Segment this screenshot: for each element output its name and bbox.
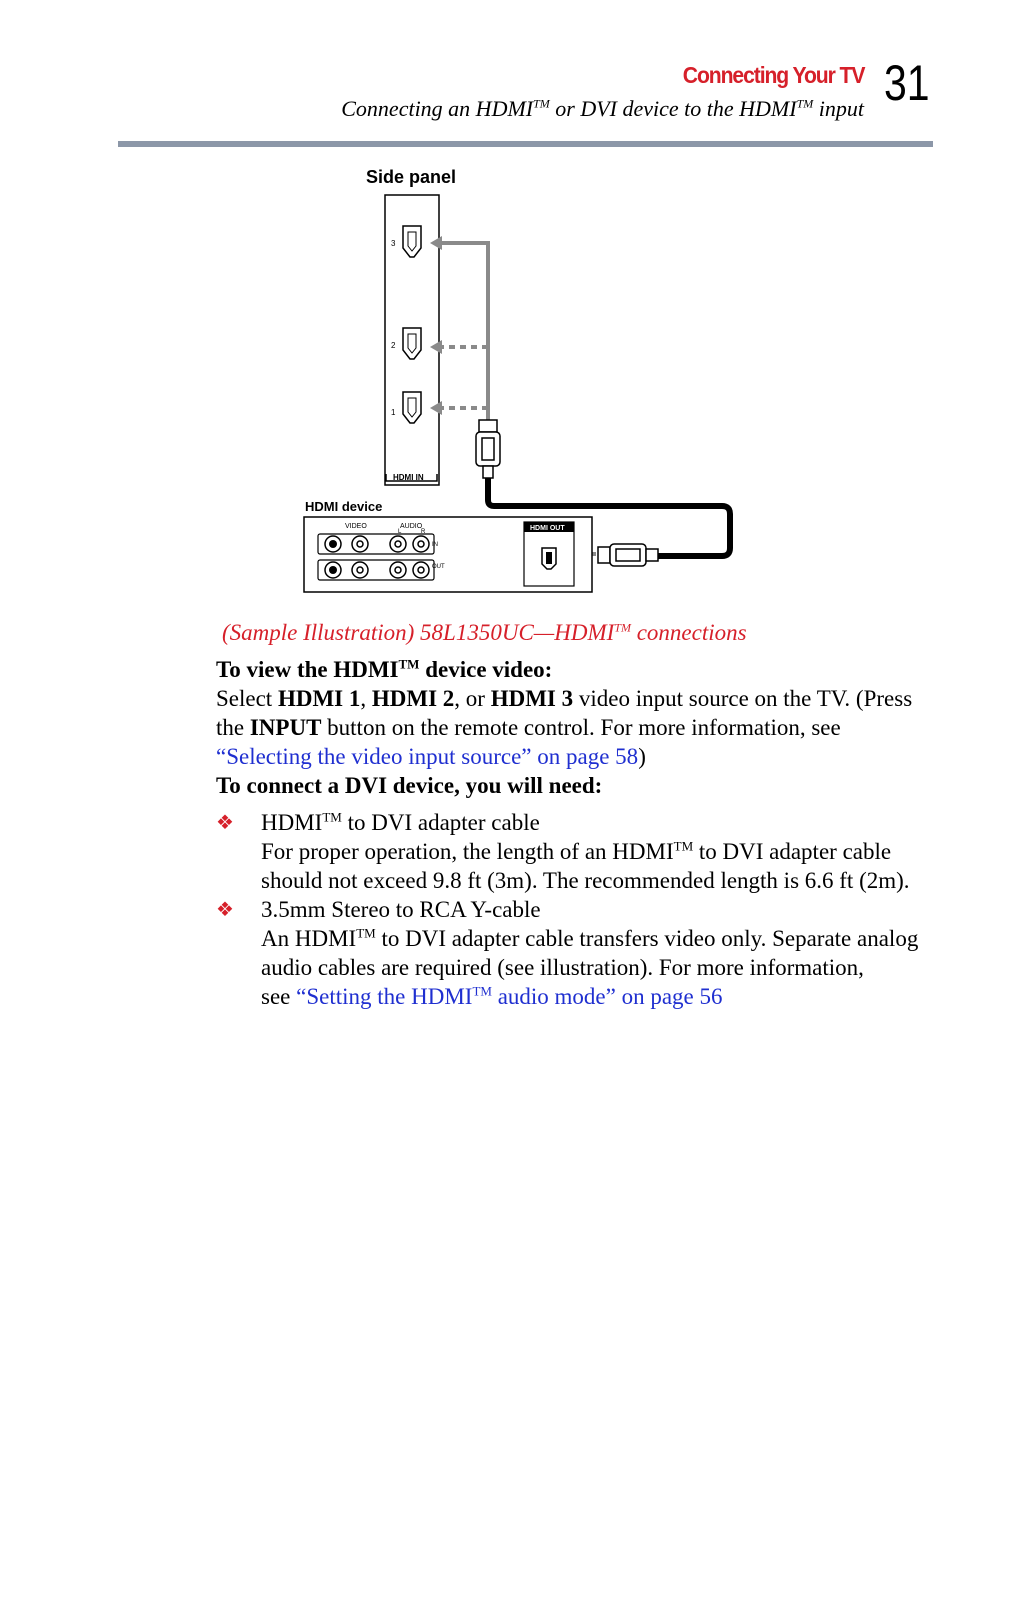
item1-title-part1: HDMI [261,810,323,835]
view-section [216,655,936,800]
header-rule [118,141,933,147]
section-title-part3: input [813,96,864,121]
view-heading [216,655,936,684]
hdmi-connection-diagram [300,160,750,600]
item2-see-also [261,982,936,1011]
hdmi-in-label: HDMI IN [393,473,424,482]
item2-description [261,924,936,982]
view-text-1: Select [216,686,278,711]
hdmi1-term: HDMI 1 [277,686,361,711]
link-part1: “Setting the HDMI [296,984,473,1009]
port-3-label: 3 [391,239,396,248]
view-heading-part1: To view the HDMI [216,657,399,682]
tv-side-panel [385,195,439,485]
item1-desc-part1: For proper operation, the length of an HDMI [261,839,674,864]
section-title-part1: Connecting an HDMI [341,96,534,121]
r-label: R [421,529,426,535]
item2-desc-part1: An HDMI [261,926,357,951]
list-item [216,808,936,895]
illustration-caption [222,620,747,646]
tm-mark: TM [614,620,631,635]
view-heading-part2: device video: [419,657,553,682]
view-text-3: , or [454,686,491,711]
bullet-icon: ❖ [216,810,234,834]
tm-mark: TM [322,809,342,825]
dvi-heading: To connect a DVI device, you will need: [216,773,603,798]
caption-part2: connections [630,620,747,645]
hdmi-device-label: HDMI device [305,499,383,514]
tm-mark: TM [533,96,550,111]
hdmi-out-port [524,522,574,586]
chapter-title: Connecting Your TV [682,62,864,88]
hdmi-out-label: HDMI OUT [530,525,565,532]
link-part2: audio mode” on page 56 [491,984,723,1009]
view-text-2: , [360,686,372,711]
tm-mark: TM [356,925,376,941]
list-item [216,895,936,1011]
page-number: 31 [884,55,930,111]
view-text-6: ) [638,744,646,769]
in-label: IN [432,542,438,548]
view-text-5: button on the remote control. For more information, see [321,715,841,740]
cable-connector-top [476,420,500,478]
tm-mark: TM [472,983,492,999]
item1-description [261,837,936,895]
hdmi-device-box [304,517,592,592]
hdmi-audio-mode-link[interactable] [296,984,722,1009]
item1-desc-part2: to DVI adapter cable should not exceed 9.8 ft (3m). The recommended length is 6.6 ft (2m). [261,839,910,893]
tm-mark: TM [796,96,814,111]
out-label: OUT [432,564,445,570]
tm-mark: TM [673,838,694,854]
cable-connector-device [598,544,658,566]
section-title-part2: or DVI device to the HDMI [549,96,797,121]
dvi-requirements-list [216,808,936,1011]
item2-desc-part2: to DVI adapter cable transfers video only. Separate analog audio cables are required (see illustration). For more information, [261,926,919,980]
bullet-icon: ❖ [216,897,234,921]
l-label: L [398,529,402,535]
video-label: VIDEO [345,523,367,530]
view-instructions [216,684,936,771]
hdmi3-term: HDMI 3 [490,686,574,711]
port-2-label: 2 [391,341,396,350]
view-text-4: video input source on the TV. (Press the [216,686,913,740]
selecting-input-link[interactable]: “Selecting the video input source” on page 58 [216,744,639,769]
port-1-label: 1 [391,408,396,417]
side-panel-label: Side panel [366,167,457,187]
item2-see: see [261,984,297,1009]
item1-title [261,808,936,837]
input-term: INPUT [249,715,322,740]
hdmi2-term: HDMI 2 [371,686,455,711]
caption-part1: (Sample Illustration) 58L1350UC—HDMI [222,620,615,645]
item2-title: 3.5mm Stereo to RCA Y-cable [261,897,541,922]
section-title [341,96,864,122]
audio-label: AUDIO [400,523,423,530]
item1-title-part2: to DVI adapter cable [341,810,540,835]
tm-mark: TM [398,656,420,672]
